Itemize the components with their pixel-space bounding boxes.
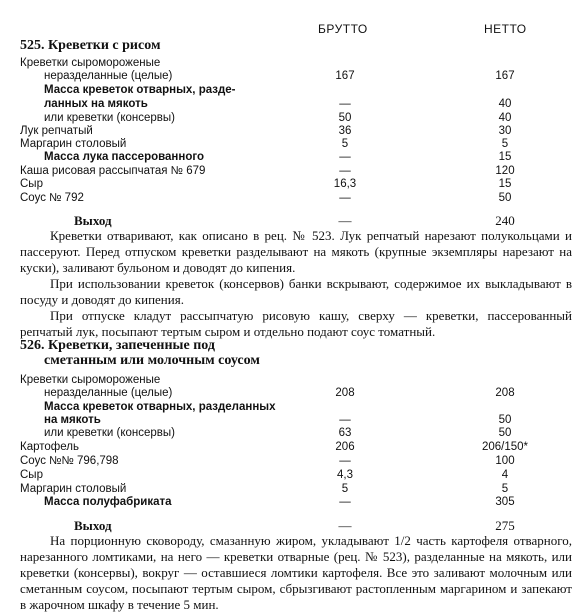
ingredient-row [0, 83, 585, 97]
ingredient-label: неразделанные (целые) [44, 387, 173, 399]
ingredient-row [0, 164, 585, 178]
ingredient-label: Лук репчатый [20, 125, 93, 137]
recipe-526-title: 526. Креветки, запеченные под [20, 338, 215, 353]
ingredient-label: неразделанные (целые) [44, 70, 173, 82]
ingredient-label: или креветки (консервы) [44, 112, 175, 124]
instruction-paragraph: При использовании креветок (консервов) банки вскрывают, содержимое их выкладывают в посуду и доводят до кипения. [20, 276, 572, 307]
ingredient-row [0, 150, 585, 164]
ingredient-row [0, 124, 585, 138]
brutto-value: — [339, 455, 351, 467]
brutto-value: 16,3 [333, 178, 357, 190]
ingredient-label: ланных на мякоть [44, 98, 148, 110]
netto-value: 40 [498, 98, 512, 110]
ingredient-row [0, 440, 585, 454]
ingredient-row [0, 413, 585, 427]
ingredient-row [0, 482, 585, 496]
ingredient-row [0, 111, 585, 125]
ingredient-label: или креветки (консервы) [44, 427, 175, 439]
netto-value: 50 [498, 427, 512, 439]
column-header-netto: НЕТТО [484, 22, 527, 36]
ingredient-row [0, 97, 585, 111]
ingredient-row [0, 468, 585, 482]
ingredient-row [0, 137, 585, 151]
netto-value: 100 [495, 455, 515, 467]
ingredient-label: Маргарин столовый [20, 138, 127, 150]
brutto-value: — [339, 414, 351, 426]
ingredient-label: Соус № 792 [20, 192, 84, 204]
ingredient-label: Масса креветок отварных, разде- [44, 84, 236, 96]
instruction-paragraph: Креветки отваривают, как описано в рец. № 523. Лук репчатый нарезают полукольцами и пассеруют. Перед отпуском креветки разделывают на мякоть (крупные экземпляры нарезают на куски), заливают бульоном и доводят до кипения. [20, 228, 572, 275]
ingredient-row [0, 373, 585, 387]
netto-value: 4 [501, 469, 509, 481]
netto-value: 50 [498, 414, 512, 426]
brutto-value: 167 [335, 70, 355, 82]
output-brutto: — [338, 213, 352, 228]
netto-value: 305 [495, 496, 515, 508]
column-header-brutto: БРУТТО [318, 22, 368, 36]
ingredient-row [0, 426, 585, 440]
brutto-value: — [339, 151, 351, 163]
instruction-paragraph: При отпуске кладут рассыпчатую рисовую кашу, сверху — креветки, пассерованный репчатый лук, посыпают тертым сыром и отдельно подают соус томатный. [20, 308, 572, 339]
ingredient-row [0, 495, 585, 509]
brutto-value: 50 [338, 112, 352, 124]
ingredient-row [0, 56, 585, 70]
ingredient-label: Каша рисовая рассыпчатая № 679 [20, 165, 206, 177]
ingredient-label: Масса креветок отварных, разделанных [44, 401, 276, 413]
netto-value: 15 [498, 151, 512, 163]
netto-value: 167 [495, 70, 515, 82]
brutto-value: — [339, 496, 351, 508]
brutto-value: 63 [338, 427, 352, 439]
recipe-525-instructions [20, 228, 572, 340]
output-label: Выход [74, 518, 112, 533]
ingredient-label: Креветки сыромороженые [20, 374, 161, 386]
netto-value: 30 [498, 125, 512, 137]
netto-value: 206/150* [481, 441, 529, 453]
ingredient-label: Картофель [20, 441, 79, 453]
recipe-525-title: 525. Креветки с рисом [20, 38, 161, 53]
brutto-value: 4,3 [337, 469, 353, 481]
brutto-value: 208 [335, 387, 355, 399]
brutto-value: 206 [335, 441, 355, 453]
recipe-526-instructions [20, 533, 572, 613]
ingredient-label: Сыр [20, 178, 43, 190]
netto-value: 40 [498, 112, 512, 124]
output-netto: 240 [495, 213, 515, 228]
netto-value: 5 [501, 483, 509, 495]
output-brutto: — [338, 518, 352, 533]
ingredient-row [0, 177, 585, 191]
recipe-526-title-line2: сметанным или молочным соусом [44, 353, 260, 368]
brutto-value: 5 [341, 138, 349, 150]
netto-value: 120 [495, 165, 515, 177]
ingredient-row [0, 400, 585, 414]
brutto-value: — [339, 98, 351, 110]
ingredient-label: Сыр [20, 469, 43, 481]
ingredient-row [0, 454, 585, 468]
ingredient-label: Масса полуфабриката [44, 496, 172, 508]
netto-value: 5 [501, 138, 509, 150]
ingredient-label: на мякоть [44, 414, 101, 426]
recipe-526-output-row [0, 518, 585, 533]
output-netto: 275 [495, 518, 515, 533]
brutto-value: 5 [341, 483, 349, 495]
ingredient-row [0, 69, 585, 83]
ingredient-row [0, 386, 585, 400]
brutto-value: — [339, 165, 351, 177]
instruction-paragraph: На порционную сковороду, смазанную жиром, укладывают 1/2 часть картофеля отварного, нарезанного ломтиками, на него — креветки отварные (рец. № 523), разделанные на мякоть, или креветки (консервы), вокруг — оставшиеся ломтики картофеля. Все это заливают молочным или сметанным соусом, посыпают тертым сыром, сбрызгивают растопленным маргарином и запекают в жарочном шкафу в течение 5 мин. [20, 533, 572, 612]
brutto-value: — [339, 192, 351, 204]
output-label: Выход [74, 213, 112, 228]
netto-value: 208 [495, 387, 515, 399]
ingredient-label: Масса лука пассерованного [44, 151, 205, 163]
ingredient-row [0, 191, 585, 205]
netto-value: 15 [498, 178, 512, 190]
ingredient-label: Соус №№ 796,798 [20, 455, 119, 467]
brutto-value: 36 [338, 125, 352, 137]
ingredient-label: Креветки сыромороженые [20, 57, 161, 69]
ingredient-label: Маргарин столовый [20, 483, 127, 495]
netto-value: 50 [498, 192, 512, 204]
recipe-525-output-row [0, 213, 585, 228]
